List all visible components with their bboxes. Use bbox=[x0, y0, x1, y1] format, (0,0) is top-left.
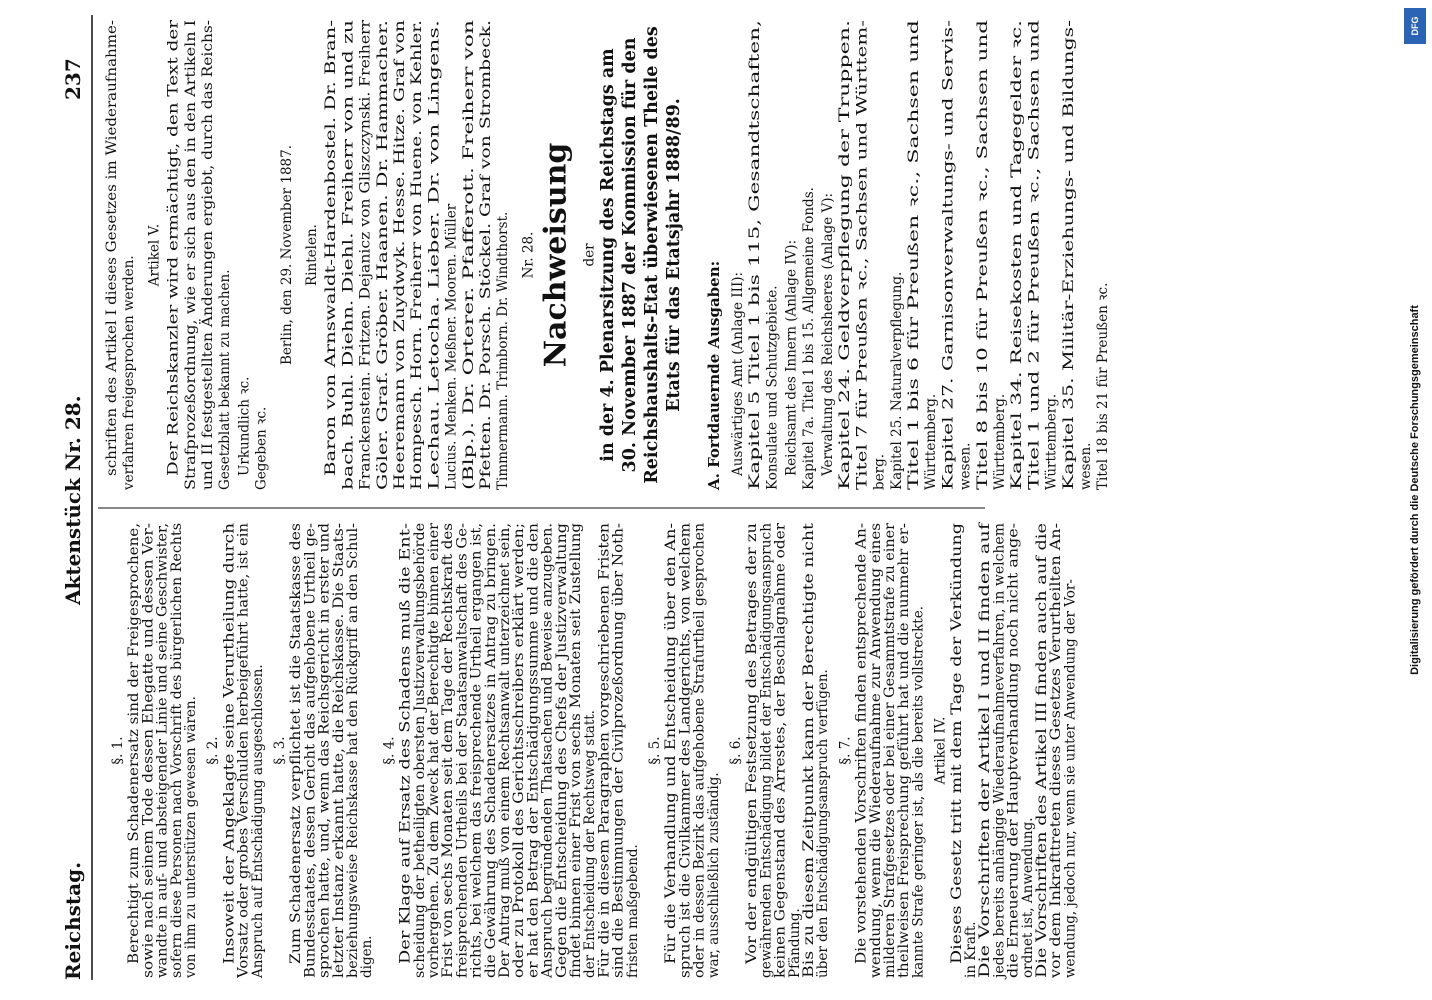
text-line: Anspruch auf Entschädigung ausgeschlossen. bbox=[249, 664, 266, 978]
text-line: Württemberg. bbox=[992, 393, 1008, 490]
text-line: Die Vorschriften des Artikel III finden auch auf die bbox=[1034, 631, 1050, 978]
text-line: sprochen hatte, und, wenn das Reichsgericht in erster und bbox=[316, 574, 333, 978]
subtitle-line: Reichshaushalts-Etat überwiesenen Theile des bbox=[641, 26, 662, 484]
text-line: beziehungsweise Reichskasse hat den Rückgriff an den Schul- bbox=[345, 551, 361, 978]
text-line: berg. bbox=[871, 453, 888, 490]
section-heading: §. 3. bbox=[272, 736, 288, 765]
digitization-credit: Digitalisierung gefördert durch die Deutsche Forschungsgemeinschaft bbox=[1409, 305, 1421, 675]
text-line: Vorsatz oder grobes Verschulden herbeigeführt hatte, ist ein bbox=[235, 562, 252, 978]
text-line: wesen. bbox=[957, 442, 974, 490]
text-line: Anspruch begründenden Thatsachen und Beweise anzugeben. bbox=[539, 550, 556, 978]
text-line: Konsulate und Schutzgebiete. bbox=[764, 285, 781, 490]
text-line: Titel 18 bis 21 für Preußen ꝛc. bbox=[1095, 282, 1112, 490]
text-line: bach. Buhl. Diehn. Diehl. Freiherr von und zu bbox=[340, 177, 357, 490]
text-line: Göler. Graf. Gröber. Haanen. Dr. Hammacher. bbox=[374, 178, 391, 490]
text-line: keinen Gegenstand des Arrestes, der Beschlagnahme oder bbox=[772, 576, 789, 978]
section-heading: Artikel V. bbox=[146, 223, 163, 287]
document-title: Nachweisung bbox=[538, 142, 574, 368]
text-line: Hompesch. Horn. Freiherr von Huene. von Kehler. bbox=[409, 144, 426, 490]
subtitle-line: Etats für das Etatsjahr 1888/89. bbox=[663, 98, 684, 412]
text-line: findet binnen einer Frist von sechs Monaten seit Zustellung bbox=[568, 567, 584, 978]
text-line: die Gewährung des Schadenersatzes in Antrag zu bringen. bbox=[482, 574, 499, 978]
text-line: Kapitel 7a. Titel 1 bis 15. Allgemeine Fonds. bbox=[800, 187, 817, 490]
subtitle-line: in der 4. Plenarsitzung des Reichstags am bbox=[597, 48, 618, 462]
text-line: scheidung der betheiligten obersten Justizverwaltungsbehörde bbox=[411, 546, 428, 978]
text-line: milderen Strafgesetzes oder bei einer Gesammtstrafe zu einer bbox=[882, 550, 898, 978]
text-line: theilweisen Freisprechung geführt hat und die nunmehr er- bbox=[896, 568, 913, 978]
text-line: Gegeben ꝛc. bbox=[253, 406, 270, 490]
text-line: Baron von Arnswaldt-Hardenbostel. Dr. Bran- bbox=[323, 163, 340, 476]
text-line: Die Vorschriften der Artikel I und II finden auf bbox=[977, 660, 994, 978]
section-heading: §. 5. bbox=[647, 736, 663, 765]
text-line: Für die in diesem Paragraphen vorgeschriebenen Fristen bbox=[596, 584, 613, 978]
text-line: fristen maßgebend. bbox=[624, 844, 641, 978]
text-line: spruch ist die Civilkammer des Landgerichts, von welchem bbox=[677, 572, 694, 978]
text-line: Kapitel 35. Militär-Erziehungs- und Bildungs- bbox=[1060, 178, 1077, 490]
left-column bbox=[110, 522, 1078, 980]
text-line: Kapitel 24. Geldverpflegung der Truppen. bbox=[837, 202, 854, 490]
text-line: Vor der endgültigen Festsetzung des Betrages der zu bbox=[744, 599, 761, 964]
text-line: Titel 1 und 2 für Preußen ꝛc., Sachsen und bbox=[1026, 197, 1043, 490]
section-heading: §. 1. bbox=[110, 736, 126, 765]
text-line: Dieses Gesetz tritt mit dem Tage der Verkündung bbox=[948, 624, 965, 964]
text-line: Verwaltung des Reichsheeres (Anlage V): bbox=[820, 192, 836, 476]
text-line: Der Antrag muß von einem Rechtsanwalt unterzeichnet sein, bbox=[497, 558, 513, 978]
text-line: richts, bei welchem das freisprechende Urtheil ergangen ist, bbox=[468, 560, 485, 978]
text-line: Kapitel 5 Titel 1 bis 115, Gesandtschaften, bbox=[747, 198, 764, 490]
text-line: Berechtigt zum Schadenersatz sind der Freigesprochene, bbox=[126, 568, 143, 964]
text-line: die Erneuerung der Hauptverhandlung noch nicht ange- bbox=[1005, 591, 1022, 978]
text-line: sowie nach seinem Tode dessen Ehegatte und dessen Ver- bbox=[140, 580, 157, 978]
text-line: Kapitel 25. Naturalverpflegung. bbox=[888, 271, 905, 490]
sidebar-strip bbox=[1400, 0, 1432, 1000]
text-line: gewährenden Entschädigung bildet der Entschädigungsanspruch bbox=[758, 528, 775, 978]
text-line: Gegen die Entscheidung des Chefs der Justizverwaltung bbox=[553, 592, 570, 978]
section-title: A. Fortdauernde Ausgaben: bbox=[704, 260, 723, 490]
subtitle-line: 30. November 1887 der Kommission für den bbox=[619, 37, 640, 473]
text-line: in Kraft. bbox=[963, 921, 979, 978]
text-line: und II festgestellten Änderungen ergiebt, durch das Reichs- bbox=[200, 78, 216, 490]
text-line: vorhergehen. Zu dem Zweck hat der Berechtigte binnen einer bbox=[426, 551, 442, 978]
text-line: jedes bereits anhängige Wiederaufnahmeverfahren, in welchem bbox=[991, 539, 1008, 978]
section-heading: §. 6. bbox=[728, 736, 744, 765]
running-head-center: Aktenstück Nr. 28. bbox=[61, 395, 85, 605]
text-line: der Entscheidung der Rechtsweg statt. bbox=[582, 710, 599, 978]
right-column bbox=[104, 19, 1111, 491]
text-line: Titel 8 bis 10 für Preußen ꝛc., Sachsen und bbox=[974, 195, 991, 490]
text-line: Pfetten. Dr. Porsch. Stöckel. Graf von Strombeck. bbox=[478, 151, 494, 490]
text-line: Zum Schadenersatz verpflichtet ist die Staatskasse des bbox=[288, 585, 305, 964]
text-line: Urkundlich ꝛc. bbox=[236, 376, 253, 476]
section-heading: Berlin, den 29. November 1887. bbox=[278, 144, 295, 366]
text-line: Die vorstehenden Vorschriften finden entsprechende An- bbox=[853, 574, 870, 964]
text-line: Württemberg. bbox=[923, 393, 940, 490]
text-line: Heeremann von Zuydwyk. Hesse. Hitze. Graf von bbox=[392, 151, 408, 490]
text-line: Kapitel 34. Reisekosten und Tagegelder ꝛc. bbox=[1009, 194, 1026, 490]
text-line: kannte Strafe geringer ist, als die bereits vollstreckte. bbox=[910, 606, 927, 978]
text-line: er hat den Betrag der Entschädigungssumme und die den bbox=[525, 580, 542, 978]
text-line: Lechau. Letocha. Lieber. Dr. von Lingens. bbox=[426, 204, 443, 490]
text-line: Kapitel 27. Garnisonverwaltungs- und Servis- bbox=[940, 178, 957, 490]
text-line: wesen. bbox=[1078, 442, 1094, 490]
running-head-left: Reichstag. bbox=[61, 861, 85, 980]
text-line: sind die Bestimmungen der Civilprozeßordnung über Noth- bbox=[610, 570, 627, 978]
text-line: Titel 7 für Preußen ꝛc., Sachsen und Württem- bbox=[854, 171, 871, 490]
text-line: Bis zu diesem Zeitpunkt kann der Berechtigte nicht bbox=[801, 623, 817, 978]
text-line: Lucius. Menken. Meßner. Mooren. Müller bbox=[443, 203, 460, 490]
section-heading: §. 7. bbox=[837, 736, 854, 765]
section-heading: §. 2. bbox=[205, 736, 222, 765]
text-line: ordnet ist, Anwendung. bbox=[1019, 817, 1036, 978]
text-line: Pfändung. bbox=[786, 908, 803, 978]
dfg-logo: DFG bbox=[1404, 8, 1426, 44]
text-line: letzter Instanz erkannt hatte, die Reichskasse. Die Staats- bbox=[330, 579, 347, 978]
text-line: Der Reichskanzler wird ermächtigt, den Text der bbox=[165, 140, 182, 476]
text-line: Frist von sechs Monaten seit dem Tage der Rechtskraft des bbox=[440, 570, 457, 978]
text-line: wendung, jedoch nur, wenn sie unter Anwendung der Vor- bbox=[1062, 579, 1079, 978]
text-line: freisprechenden Urtheils bei der Staatsanwaltschaft des Ge- bbox=[454, 562, 471, 978]
text-line: schriften des Artikel I dieses Gesetzes im Wiederaufnahme- bbox=[104, 66, 120, 476]
text-line: war, ausschließlich zuständig. bbox=[705, 772, 722, 978]
section-heading: Artikel IV. bbox=[932, 716, 949, 785]
text-line: vor dem Inkrafttreten dieses Gesetzes Verurtheilten An- bbox=[1048, 593, 1065, 978]
text-line: Bundesstaates, dessen Gericht das aufgehobene Urtheil ge- bbox=[302, 568, 319, 978]
section-heading: §. 4. bbox=[381, 736, 398, 765]
text-line: sofern diese Personen nach Vorschrift des bürgerlichen Rechts bbox=[168, 546, 185, 978]
text-line: Gesetzblatt bekannt zu machen. bbox=[217, 269, 234, 490]
section-heading: Rintelen. bbox=[304, 224, 320, 286]
text-line: oder zu Protokoll des Gerichtsschreibers erklärt werden; bbox=[511, 586, 528, 978]
text-line: Der Klage auf Ersatz des Schadens muß die Ent- bbox=[397, 630, 414, 964]
text-line: Für die Verhandlung und Entscheidung über den An- bbox=[663, 600, 680, 964]
page-number: 237 bbox=[61, 58, 85, 100]
text-line: von ihm zu unterstützen gewesen wären. bbox=[183, 696, 199, 978]
text-line: Auswärtiges Amt (Anlage III): bbox=[730, 271, 746, 476]
text-line: Titel 1 bis 6 für Preußen ꝛc., Sachsen und bbox=[906, 203, 922, 490]
text-line: (Blp.). Dr. Orterer. Pfafferott. Freiherr von bbox=[460, 200, 477, 490]
section-heading: der bbox=[581, 243, 598, 267]
section-heading: Nr. 28. bbox=[520, 231, 537, 279]
text-line: oder in dessen Bezirk das aufgehobene Strafurtheil gesprochen bbox=[691, 540, 708, 978]
text-line: wendung, wenn die Wiederaufnahme zur Anwendung eines bbox=[867, 570, 884, 978]
text-line: digen. bbox=[359, 935, 376, 978]
text-line: Insoweit der Angeklagte seine Verurtheilung durch bbox=[221, 612, 238, 964]
text-line: verfahren freigesprochen werden. bbox=[121, 255, 138, 490]
text-line: Franckenstein. Fritzen. Dejanicz von Gliszczynski. Freiherr bbox=[357, 83, 374, 490]
text-line: wandte in auf- und absteigender Linie und seine Geschwister, bbox=[154, 555, 171, 978]
text-line: Württemberg. bbox=[1043, 393, 1060, 490]
text-line: Timmermann. Trimborn. Dr. Windthorst. bbox=[495, 211, 512, 490]
text-line: Strafprozeßordnung, wie er sich aus den in den Artikeln I bbox=[182, 94, 199, 490]
text-line: Reichsamt des Innern (Anlage IV): bbox=[783, 239, 800, 476]
text-line: über den Entschädigungsanspruch verfügen. bbox=[815, 669, 832, 978]
